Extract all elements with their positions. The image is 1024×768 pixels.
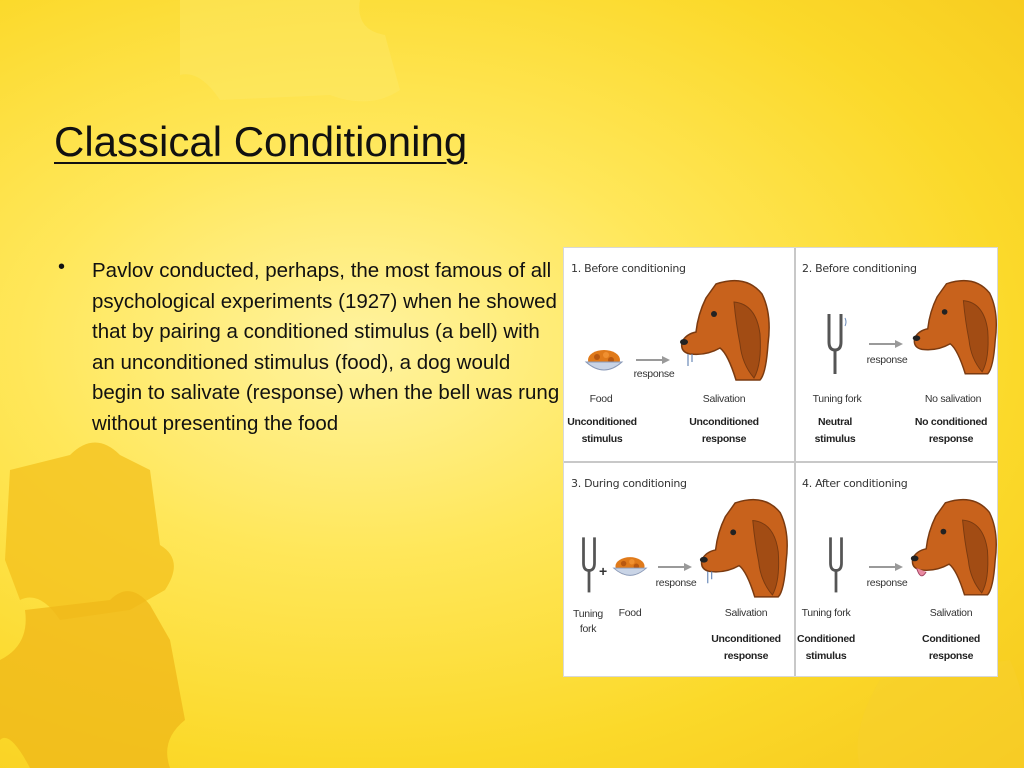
salivation-label: Salivation <box>724 607 768 619</box>
food-bowl-icon <box>610 555 650 583</box>
tuning-fork-icon <box>825 533 847 595</box>
slide-title: Classical Conditioning <box>54 118 468 165</box>
tuning-fork-label: Tuning fork <box>801 607 851 619</box>
panel-step-label: 4. After conditioning <box>802 477 908 490</box>
arrow-label: response <box>866 577 908 589</box>
arrow-icon <box>658 563 692 571</box>
bullet-text: Pavlov conducted, perhaps, the most famous of all psychological experiments (1927) when he showed that by pairing a conditioned stimulus (a bell) with an unconditioned stimulus (food), a dog would begin to salivate (response) when the bell was rung without presenting the food <box>92 259 560 435</box>
panel-during-conditioning <box>564 463 780 676</box>
dog-head-icon <box>907 493 999 597</box>
arrow-icon <box>869 563 903 571</box>
neutral-stimulus-label: Neutral stimulus <box>814 416 856 445</box>
panel-after-conditioning <box>781 463 997 676</box>
puzzle-piece-left <box>5 443 174 621</box>
food-label: Food <box>618 607 642 619</box>
dog-head-icon <box>676 274 772 382</box>
dog-head-icon <box>696 493 790 599</box>
panel-step-label: 1. Before conditioning <box>571 262 686 275</box>
dog-head-icon <box>909 274 999 376</box>
no-salivation-label: No salivation <box>924 393 982 405</box>
conditioned-response-label: Conditioned response <box>922 633 980 662</box>
plus-sign: + <box>599 563 607 579</box>
panel-step-label: 2. Before conditioning <box>802 262 917 275</box>
conditioned-stimulus-label: Conditioned stimulus <box>797 633 855 662</box>
food-bowl-icon <box>582 348 626 378</box>
bullet-marker: • <box>58 256 66 278</box>
tuning-fork-icon <box>823 312 847 374</box>
puzzle-piece-bottom-left <box>0 591 185 768</box>
arrow-icon <box>869 340 903 348</box>
panel-before-conditioning-2 <box>781 248 997 461</box>
arrow-label: response <box>866 354 908 366</box>
no-conditioned-response-label: No conditioned response <box>914 416 988 445</box>
panel-step-label: 3. During conditioning <box>571 477 687 490</box>
tuning-fork-label: Tuning fork <box>812 393 862 405</box>
unconditioned-response-label: Unconditioned response <box>689 416 759 445</box>
salivation-label: Salivation <box>929 607 973 619</box>
puzzle-piece-top <box>180 0 400 101</box>
tuning-fork-label: Tuning fork <box>573 608 603 635</box>
unconditioned-response-label: Unconditioned response <box>711 633 781 662</box>
arrow-label: response <box>655 577 697 589</box>
salivation-label: Salivation <box>702 393 746 405</box>
arrow-icon <box>636 356 670 364</box>
pavlov-diagram <box>563 247 998 677</box>
unconditioned-stimulus-label: Unconditioned stimulus <box>567 416 637 445</box>
arrow-label: response <box>633 368 675 380</box>
food-label: Food <box>589 393 613 405</box>
panel-before-conditioning-1 <box>564 248 780 461</box>
